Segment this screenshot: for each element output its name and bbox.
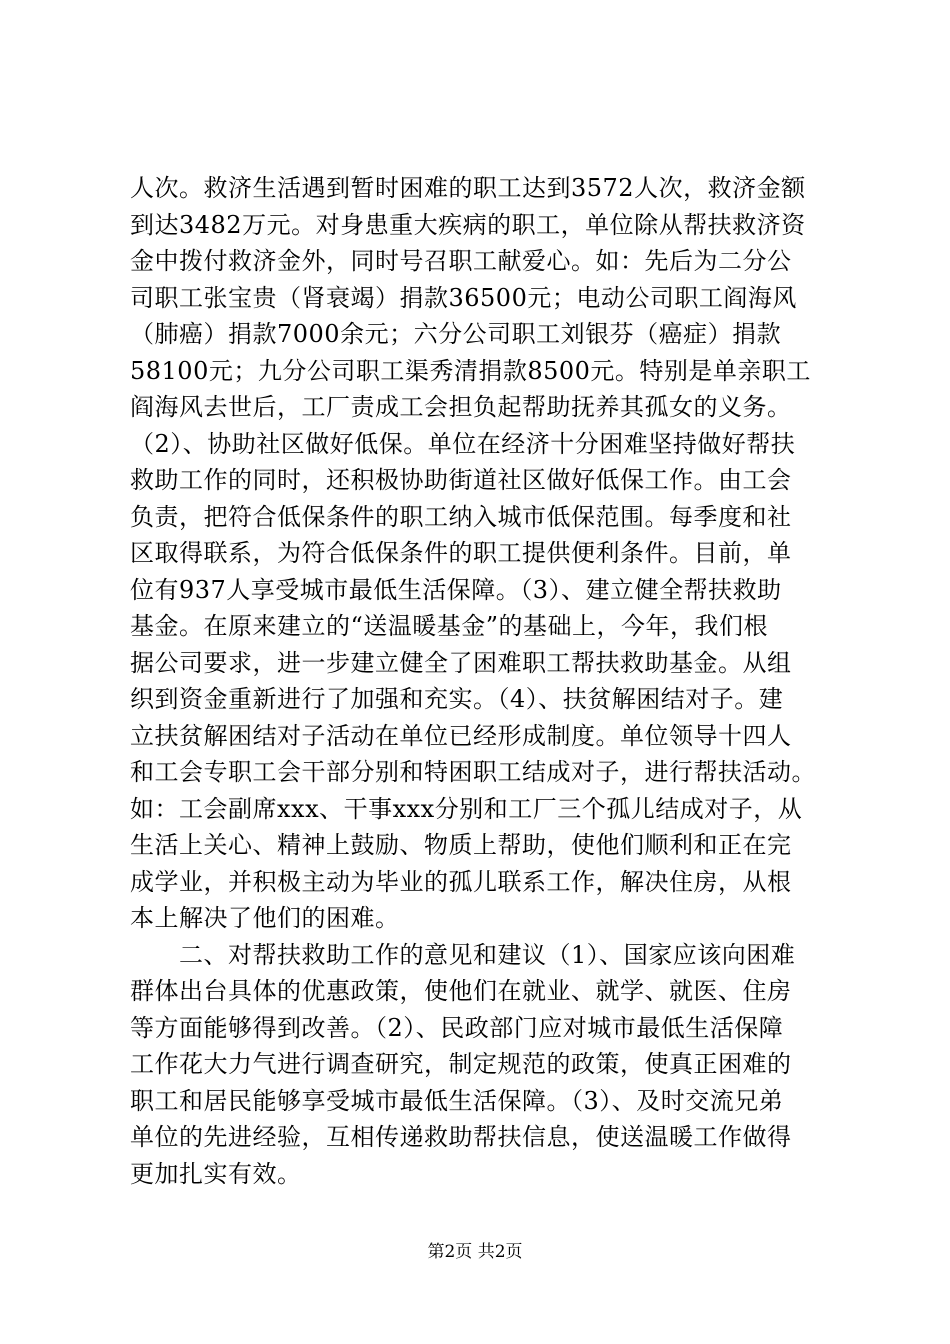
text-line: 单位的先进经验，互相传递救助帮扶信息，使送温暖工作做得 <box>130 1123 792 1151</box>
text-line: 如：工会副席xxx、干事xxx分别和工厂三个孤儿结成对子，从 <box>130 794 803 823</box>
text-line: 司职工张宝贵（肾衰竭）捐款36500元；电动公司职工阎海风 <box>130 283 797 312</box>
text-line: 群体出台具体的优惠政策，使他们在就业、就学、就医、住房 <box>130 977 792 1005</box>
text-line: 织到资金重新进行了加强和充实。（4）、扶贫解困结对子。建 <box>130 685 784 713</box>
text-line: 58100元；九分公司职工渠秀清捐款8500元。特别是单亲职工 <box>130 356 811 385</box>
text-line: 位有937人享受城市最低生活保障。（3）、建立健全帮扶救助 <box>130 575 782 604</box>
text-line: 二、对帮扶救助工作的意见和建议（1）、国家应该向困难 <box>130 940 796 969</box>
document-body <box>130 170 830 1192</box>
text-line: 本上解决了他们的困难。 <box>130 904 400 932</box>
text-line: 阎海风去世后，工厂责成工会担负起帮助抚养其孤女的义务。 <box>130 393 792 421</box>
text-line: 立扶贫解困结对子活动在单位已经形成制度。单位领导十四人 <box>130 721 792 750</box>
page-footer: 第2页 共2页 <box>427 1242 523 1262</box>
text-line: 到达3482万元。对身患重大疾病的职工，单位除从帮扶救济资 <box>130 210 806 239</box>
text-line: 负责，把符合低保条件的职工纳入城市低保范围。每季度和社 <box>130 502 792 531</box>
text-line: （肺癌）捐款7000余元；六分公司职工刘银芬（癌症）捐款 <box>130 320 782 348</box>
text-line: 生活上关心、精神上鼓励、物质上帮助，使他们顺利和正在完 <box>130 831 792 859</box>
text-line: 职工和居民能够享受城市最低生活保障。（3）、及时交流兄弟 <box>130 1086 784 1115</box>
text-line: 据公司要求，进一步建立健全了困难职工帮扶救助基金。从组 <box>130 648 792 677</box>
text-line: 成学业，并积极主动为毕业的孤儿联系工作，解决住房，从根 <box>130 867 792 896</box>
text-line: （2）、协助社区做好低保。单位在经济十分困难坚持做好帮扶 <box>130 429 796 458</box>
text-line: 人次。救济生活遇到暂时困难的职工达到3572人次，救济金额 <box>130 174 806 202</box>
text-line: 金中拨付救济金外，同时号召职工献爱心。如：先后为二分公 <box>130 247 792 275</box>
text-line: 救助工作的同时，还积极协助街道社区做好低保工作。由工会 <box>130 466 792 494</box>
text-line: 区取得联系，为符合低保条件的职工提供便利条件。目前，单 <box>130 539 792 567</box>
text-line: 更加扎实有效。 <box>130 1159 302 1188</box>
text-line: 基金。在原来建立的“送温暖基金”的基础上，今年，我们根 <box>130 612 769 640</box>
text-line: 工作花大力气进行调查研究，制定规范的政策，使真正困难的 <box>130 1050 792 1078</box>
text-line: 和工会专职工会干部分别和特困职工结成对子，进行帮扶活动。 <box>130 758 816 786</box>
text-line: 等方面能够得到改善。（2）、民政部门应对城市最低生活保障 <box>130 1013 784 1042</box>
